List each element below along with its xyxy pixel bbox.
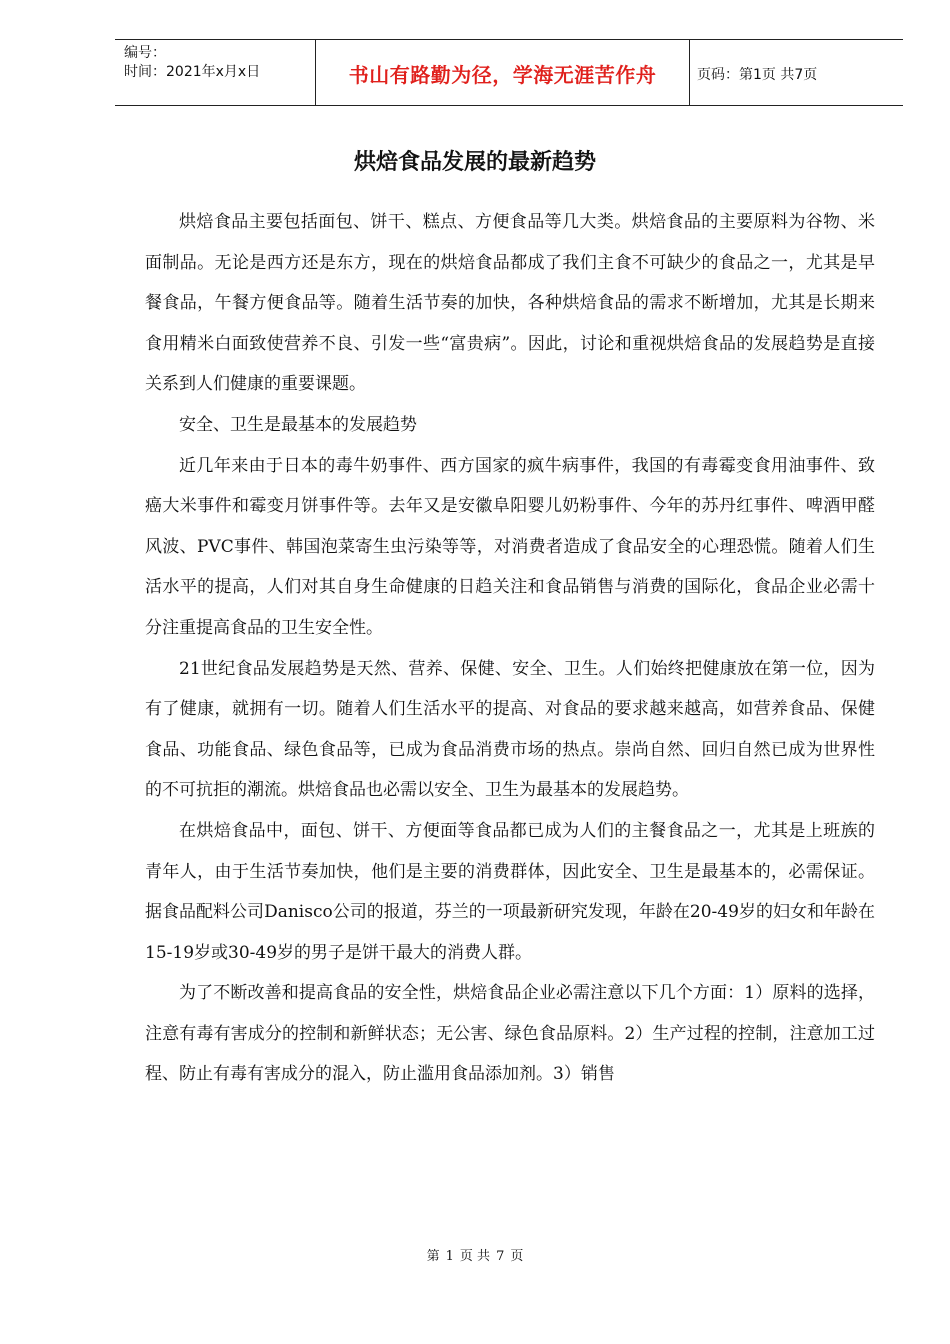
paragraph-incidents: 近几年来由于日本的毒牛奶事件、西方国家的疯牛病事件，我国的有毒霉变食用油事件、致癌大米事件和霉变月饼事件等。去年又是安徽阜阳婴儿奶粉事件、今年的苏丹红事件、啤酒甲醛风波、PVC事件、韩国泡菜寄生虫污染等等，对消费者造成了食品安全的心理恐慌。随着人们生活水平的提高，人们对其自身生命健康的日趋关注和食品销售与消费的国际化，食品企业必需十分注重提高食品的卫生安全性。 bbox=[145, 455, 875, 638]
section-heading-safety: 安全、卫生是最基本的发展趋势 bbox=[179, 414, 417, 435]
paragraph-intro: 烘焙食品主要包括面包、饼干、糕点、方便食品等几大类。烘焙食品的主要原料为谷物、米面制品。无论是西方还是东方，现在的烘焙食品都成了我们主食不可缺少的食品之一，尤其是早餐食品，午餐方便食品等。随着生活节奏的加快，各种烘焙食品的需求不断增加，尤其是长期来食用精米白面致使营养不良、引发一些“富贵病”。因此，讨论和重视烘焙食品的发展趋势是直接关系到人们健康的重要课题。 bbox=[145, 212, 875, 395]
header-motto: 书山有路勤为径，学海无涯苦作舟 bbox=[348, 63, 657, 87]
footer-total-pages: 7 bbox=[496, 1249, 505, 1264]
header-info-cell bbox=[115, 40, 316, 105]
footer-page-number: 1 bbox=[445, 1249, 454, 1264]
paragraph-measures: 为了不断改善和提高食品的安全性，烘焙食品企业必需注意以下几个方面：1）原料的选择，注意有毒有害成分的控制和新鲜状态；无公害、绿色食品原料。2）生产过程的控制，注意加工过程、防止有毒有害成分的混入，防止滥用食品添加剂。3）销售 bbox=[145, 983, 875, 1085]
header-page-info: 页码：第1页 共7页 bbox=[697, 66, 818, 83]
paragraph-trends: 21世纪食品发展趋势是天然、营养、保健、安全、卫生。人们始终把健康放在第一位，因为有了健康，就拥有一切。随着人们生活水平的提高、对食品的要求越来越高，如营养食品、保健食品、功能食品、绿色食品等，已成为食品消费市场的热点。崇尚自然、回归自然已成为世界性的不可抗拒的潮流。烘焙食品也必需以安全、卫生为最基本的发展趋势。 bbox=[145, 658, 875, 801]
footer-middle: 页 共 bbox=[459, 1249, 491, 1264]
page-footer bbox=[0, 1245, 950, 1264]
header-table bbox=[115, 39, 903, 106]
header-page-cell bbox=[690, 40, 903, 105]
header-motto-cell bbox=[316, 40, 690, 105]
document-title: 烘焙食品发展的最新趋势 bbox=[353, 150, 596, 175]
footer-suffix: 页 bbox=[510, 1249, 524, 1264]
footer-prefix: 第 bbox=[426, 1249, 440, 1264]
time-label: 时间：2021年x月x日 bbox=[124, 64, 261, 80]
number-label: 编号： bbox=[124, 45, 166, 61]
paragraph-consumers: 在烘焙食品中，面包、饼干、方便面等食品都已成为人们的主餐食品之一，尤其是上班族的青年人，由于生活节奏加快，他们是主要的消费群体，因此安全、卫生是最基本的，必需保证。据食品配料公司Danisco公司的报道，芬兰的一项最新研究发现，年龄在20-49岁的妇女和年龄在15-19岁或30-49岁的男子是饼干最大的消费人群。 bbox=[145, 820, 875, 963]
document-body bbox=[145, 202, 875, 1095]
